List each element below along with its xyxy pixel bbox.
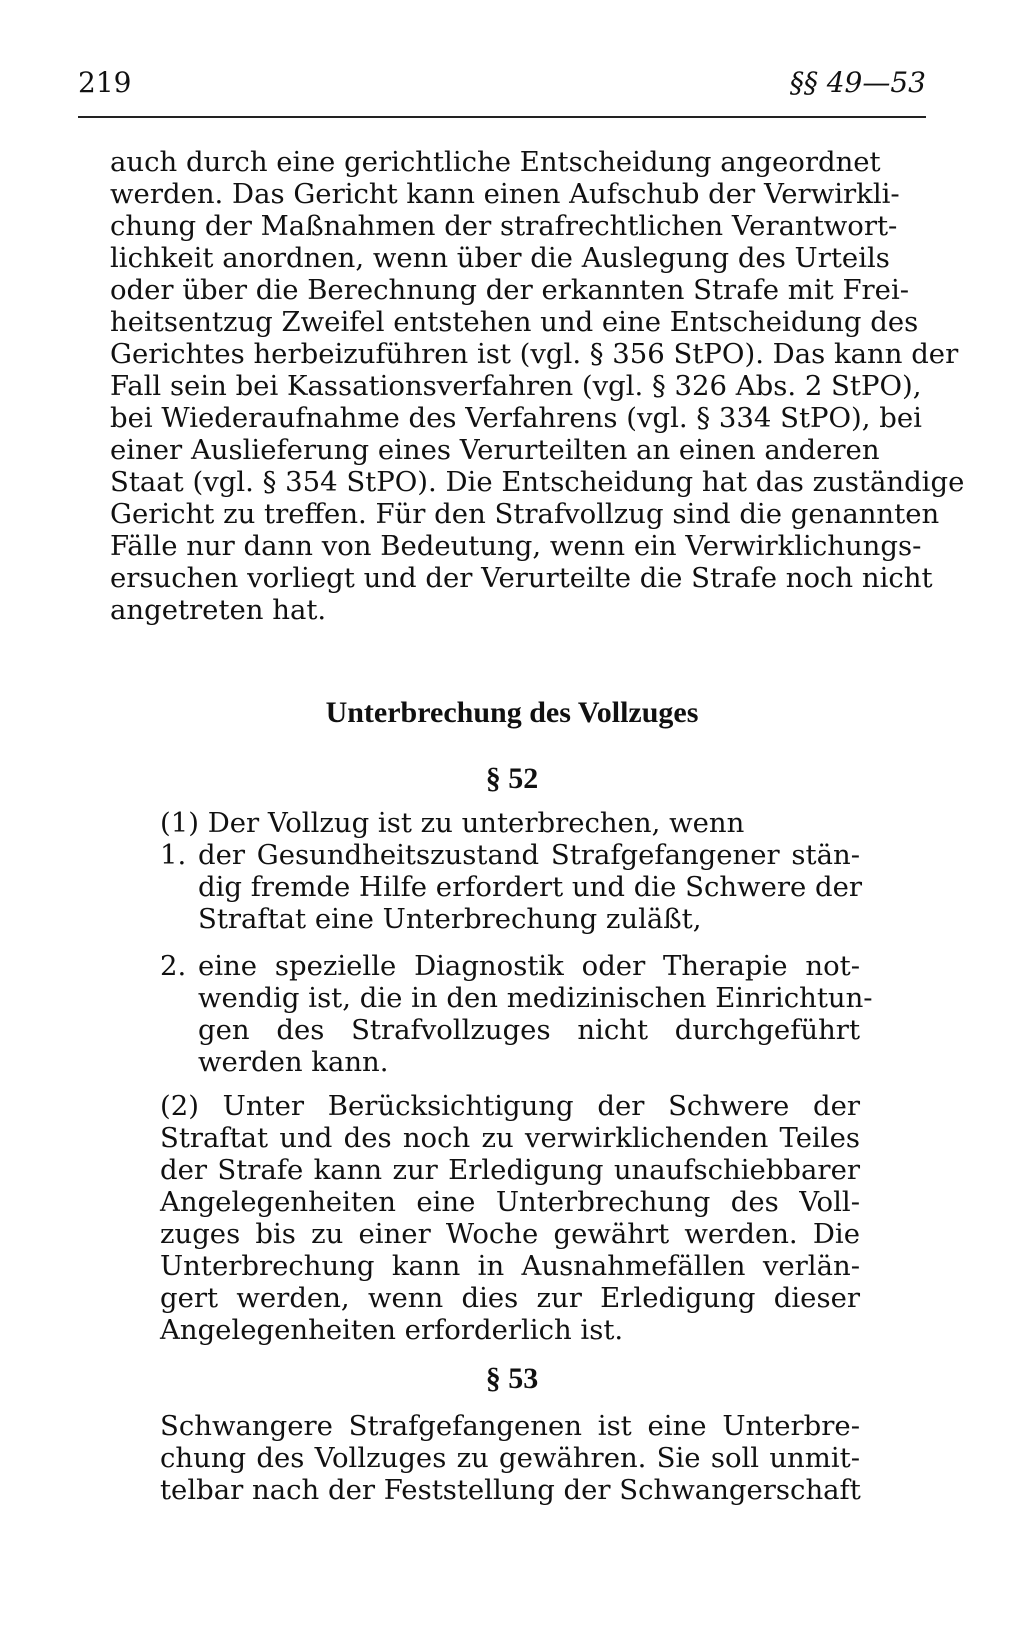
text-line: der Strafe kann zur Erledigung unaufschiebbarer — [160, 1154, 860, 1186]
text-line: Gerichtes herbeizuführen ist (vgl. § 356 StPO). Das kann der — [110, 338, 959, 370]
text-line: bei Wiederaufnahme des Verfahrens (vgl. § 334 StPO), bei — [110, 402, 922, 434]
text-line: auch durch eine gerichtliche Entscheidung angeordnet — [110, 146, 881, 178]
text-line: Staat (vgl. § 354 StPO). Die Entscheidung hat das zuständige — [110, 466, 965, 498]
text-line: werden. Das Gericht kann einen Aufschub der Verwirkli- — [110, 178, 900, 210]
text-line: Schwangere Strafgefangenen ist eine Unterbre- — [160, 1410, 860, 1442]
header-rule — [78, 116, 926, 118]
text-line: lichkeit anordnen, wenn über die Auslegung des Urteils — [110, 242, 890, 274]
s52-list-item-2 — [160, 950, 873, 1078]
text-line: zuges bis zu einer Woche gewährt werden. Die — [160, 1218, 860, 1250]
text-line: oder über die Berechnung der erkannten Strafe mit Frei- — [110, 274, 910, 306]
list-number: 1. — [160, 839, 187, 871]
section-title: Unterbrechung des Vollzuges — [325, 696, 699, 729]
text-line: chung des Vollzuges zu gewähren. Sie soll unmit- — [160, 1442, 860, 1474]
text-line: Straftat eine Unterbrechung zuläßt, — [198, 903, 702, 935]
text-line: angetreten hat. — [110, 594, 327, 626]
text-line: heitsentzug Zweifel entstehen und eine Entscheidung des — [110, 306, 919, 338]
list-number: 2. — [160, 950, 187, 982]
text-line: Angelegenheiten eine Unterbrechung des Voll- — [160, 1186, 860, 1218]
text-line: (1) Der Vollzug ist zu unterbrechen, wenn — [160, 807, 745, 839]
text-line: Unterbrechung kann in Ausnahmefällen verlän- — [160, 1250, 860, 1282]
s52-para1-lead — [160, 807, 860, 839]
page-header — [78, 62, 926, 102]
intro-paragraph — [110, 146, 965, 626]
text-line: werden kann. — [198, 1046, 389, 1078]
text-line: ersuchen vorliegt und der Verurteilte die Strafe noch nicht — [110, 562, 933, 594]
text-line: gert werden, wenn dies zur Erledigung dieser — [160, 1282, 860, 1314]
page-number: 219 — [78, 66, 132, 99]
text-line: Gericht zu treffen. Für den Strafvollzug sind die genannten — [110, 498, 940, 530]
paragraph-heading-53: § 53 — [485, 1362, 539, 1395]
text-line: (2) Unter Berücksichtigung der Schwere der — [160, 1090, 860, 1122]
text-line: einer Auslieferung eines Verurteilten an einen anderen — [110, 434, 880, 466]
text-line: dig fremde Hilfe erfordert und die Schwere der — [198, 871, 863, 903]
paragraph-heading-52: § 52 — [485, 762, 539, 795]
running-head: §§ 49—53 — [789, 66, 926, 99]
text-line: wendig ist, die in den medizinischen Einrichtun- — [198, 982, 873, 1014]
text-line: Fall sein bei Kassationsverfahren (vgl. § 326 Abs. 2 StPO), — [110, 370, 922, 402]
s52-list-item-1 — [160, 839, 863, 935]
text-line: telbar nach der Feststellung der Schwangerschaft — [160, 1474, 861, 1506]
text-line: der Gesundheitszustand Strafgefangener stän- — [198, 839, 860, 871]
text-line: gen des Strafvollzuges nicht durchgeführt — [198, 1014, 860, 1046]
text-line: eine spezielle Diagnostik oder Therapie not- — [198, 950, 860, 982]
text-line: Straftat und des noch zu verwirklichenden Teiles — [160, 1122, 860, 1154]
text-line: Angelegenheiten erforderlich ist. — [160, 1314, 624, 1346]
s53-paragraph — [160, 1410, 860, 1506]
s52-para2 — [160, 1090, 860, 1346]
text-line: Fälle nur dann von Bedeutung, wenn ein Verwirklichungs- — [110, 530, 922, 562]
text-line: chung der Maßnahmen der strafrechtlichen Verantwort- — [110, 210, 898, 242]
